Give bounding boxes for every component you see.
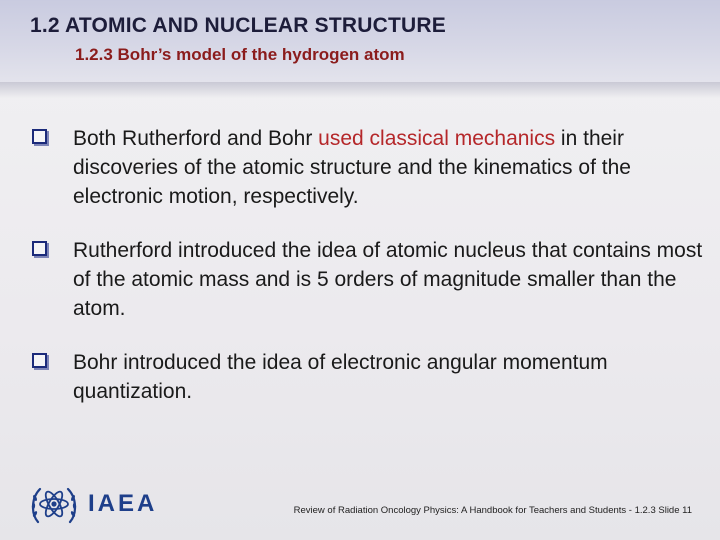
header-divider: [0, 82, 720, 98]
iaea-logo-text: IAEA: [88, 490, 158, 517]
slide-title: 1.2 ATOMIC AND NUCLEAR STRUCTURE: [30, 14, 446, 37]
bullet-text-post: in their discoveries of the atomic structure and the kinematics of the electronic motion, respectively.: [73, 127, 631, 208]
bullet-text: Bohr introduced the idea of electronic angular momentum quantization.: [73, 351, 608, 403]
bullet-text-highlight: used classical mechanics: [318, 127, 556, 150]
bullet-item-rutherford-nucleus: [30, 236, 710, 323]
header-band: [0, 0, 720, 82]
atom-laurel-icon: [28, 480, 80, 530]
bullet-text: Rutherford introduced the idea of atomic nucleus that contains most of the atomic mass and is 5 orders of magnitude smaller than the atom.: [73, 239, 703, 320]
square-bullet-icon: [32, 353, 47, 368]
square-bullet-icon: [32, 241, 47, 256]
footer-citation: Review of Radiation Oncology Physics: A Handbook for Teachers and Students - 1.2.3 Slide 11: [293, 505, 692, 516]
square-bullet-icon: [32, 129, 47, 144]
iaea-logo: [28, 480, 158, 530]
bullet-text: [73, 124, 710, 211]
bullet-item-bohr-quantization: [30, 348, 710, 406]
bullet-item-classical-mechanics: [30, 124, 710, 211]
slide-subtitle: 1.2.3 Bohr’s model of the hydrogen atom: [75, 45, 405, 64]
bullet-list: [30, 124, 710, 431]
bullet-text-pre: Both Rutherford and Bohr: [73, 127, 319, 150]
